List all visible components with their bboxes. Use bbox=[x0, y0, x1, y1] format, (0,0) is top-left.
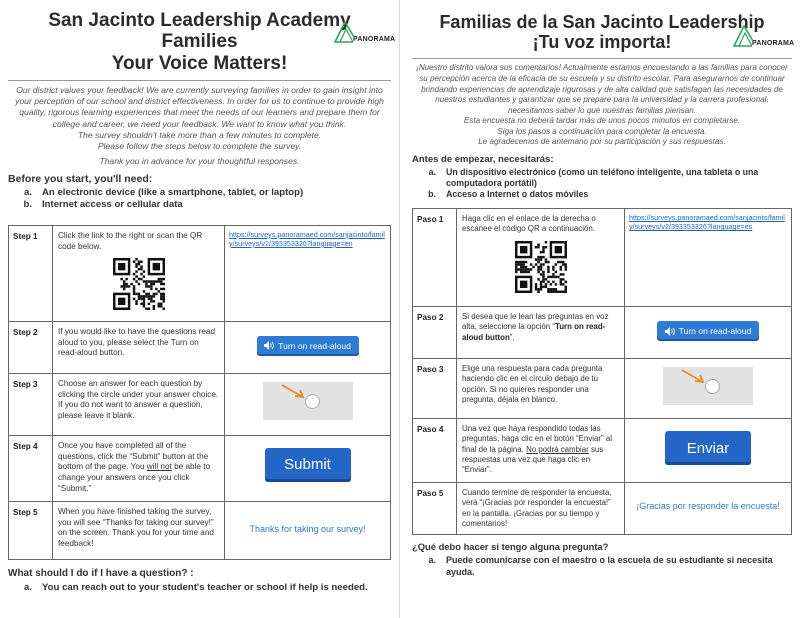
intro-paragraph: Le agradecemos de antemano por su participación y sus respuestas. bbox=[478, 137, 726, 147]
step-instructions bbox=[457, 209, 625, 307]
answer-choice-example bbox=[663, 367, 753, 405]
step-label: Paso 5 bbox=[413, 483, 457, 535]
requirements-list bbox=[412, 167, 792, 200]
step-label: Paso 3 bbox=[413, 359, 457, 419]
page-title bbox=[412, 6, 795, 53]
table-row bbox=[9, 225, 391, 321]
title-line-2: Your Voice Matters! bbox=[111, 52, 288, 74]
question-heading: ¿Qué debo hacer si tengo alguna pregunta? bbox=[412, 541, 609, 553]
step-text: Si desea que le lean las preguntas en voz alta, seleccione la opción “ bbox=[462, 312, 609, 332]
answer-choice-example bbox=[263, 382, 353, 420]
survey-link[interactable]: https://surveys.panoramaed.com/sanjacinto/family/surveys/v2/393353326?language=es bbox=[629, 213, 785, 232]
step-instructions bbox=[457, 307, 625, 359]
requirement-text: Acceso a Internet o datos móviles bbox=[446, 189, 589, 200]
qr-code-icon[interactable] bbox=[515, 241, 567, 293]
list-marker: b. bbox=[23, 198, 32, 210]
step-visual bbox=[625, 483, 792, 535]
page-title bbox=[8, 6, 396, 74]
intro-paragraph: Thank you in advance for your thoughtful responses. bbox=[99, 155, 300, 166]
list-marker: a. bbox=[428, 555, 436, 566]
read-aloud-label: Turn on read-aloud bbox=[678, 326, 752, 337]
table-row bbox=[413, 483, 792, 535]
read-aloud-button[interactable] bbox=[657, 321, 759, 341]
requirements-heading: Antes de empezar, necesitarás: bbox=[412, 154, 554, 166]
step-text: Click the link to the right or scan the QR code below. bbox=[58, 230, 203, 251]
step-text: be able to change your answers once you click “Submit.” bbox=[58, 462, 211, 494]
read-aloud-button[interactable] bbox=[257, 336, 359, 356]
step-label: Paso 1 bbox=[413, 209, 457, 307]
requirement-text: An electronic device (like a smartphone, tablet, or laptop) bbox=[42, 186, 304, 198]
title-line-1: San Jacinto Leadership Academy Families bbox=[48, 10, 351, 53]
table-row bbox=[9, 501, 391, 559]
intro-paragraph: Our district values your feedback! We are currently surveying families in order to gain insight into your perception of our school and district effectiveness. In order for us to continue to provide high quality, rigorous learning experiences that meet the needs of our learners and prepare them for college and career, we need your feedback. We want to know what you think. bbox=[15, 84, 384, 129]
step-visual bbox=[625, 307, 792, 359]
requirement-text: Internet access or cellular data bbox=[42, 198, 183, 210]
logo-text: PANORAMA bbox=[353, 36, 396, 43]
divider bbox=[412, 58, 792, 59]
radio-circle-icon[interactable] bbox=[705, 379, 720, 394]
step-instructions bbox=[53, 225, 225, 321]
qr-code-icon[interactable] bbox=[113, 258, 165, 310]
thanks-message: ¡Gracias por responder la encuesta! bbox=[636, 501, 780, 512]
step-label: Step 5 bbox=[9, 501, 53, 559]
steps-table bbox=[412, 208, 792, 535]
intro-text bbox=[8, 85, 391, 167]
step-text: Haga clic en el enlace de la derecha o escanee el código QR a continuación. bbox=[462, 214, 596, 234]
answer-item bbox=[412, 555, 792, 578]
emphasis-text: will not bbox=[146, 462, 172, 472]
emphasis-text: No podrá cambiar bbox=[526, 444, 589, 454]
step-visual bbox=[625, 419, 792, 483]
divider bbox=[8, 80, 391, 81]
step-visual bbox=[225, 225, 391, 321]
requirement-item bbox=[412, 167, 792, 189]
panorama-logo bbox=[732, 24, 795, 54]
step-text: Once you have completed all of the questions, click the “Submit” button at the bottom of the page. You bbox=[58, 440, 209, 472]
submit-button[interactable]: Enviar bbox=[665, 431, 751, 465]
step-label: Step 3 bbox=[9, 373, 53, 435]
survey-link[interactable]: https://surveys.panoramaed.com/sanjacinto/family/surveys/v2/393353326?language=en bbox=[229, 229, 385, 248]
intro-paragraph: Please follow the steps below to complete the survey. bbox=[97, 141, 302, 152]
step-visual bbox=[225, 373, 391, 435]
arrow-icon bbox=[281, 384, 307, 400]
step-text: Cuando termine de responder la encuesta, verá “¡Gracias por responder la encuesta!” en la pantalla. ¡Gracias por su tiempo y comentarios! bbox=[457, 483, 625, 535]
speaker-icon bbox=[665, 327, 675, 336]
step-text: If you would like to have the questions read aloud to you, please select the Turn on read-aloud button. bbox=[53, 321, 225, 373]
step-text: Choose an answer for each question by clicking the circle under your answer choice. If you do not want to answer a question, please leave it blank. bbox=[53, 373, 225, 435]
arrow-icon bbox=[681, 369, 707, 385]
answer-text: Puede comunicarse con el maestro o la escuela de su estudiante si necesita ayuda. bbox=[446, 555, 773, 577]
step-text: ”. bbox=[509, 332, 515, 342]
requirements-list bbox=[8, 187, 391, 211]
requirement-item bbox=[412, 189, 792, 200]
step-instructions bbox=[53, 435, 225, 501]
table-row bbox=[413, 307, 792, 359]
step-visual bbox=[225, 501, 391, 559]
requirements-heading: Before you start, you'll need: bbox=[8, 172, 153, 185]
intro-paragraph: The survey shouldn't take more than a few minutes to complete. bbox=[77, 129, 322, 140]
step-visual bbox=[225, 435, 391, 501]
panorama-logo bbox=[333, 20, 396, 50]
table-row bbox=[413, 209, 792, 307]
table-row bbox=[9, 373, 391, 435]
step-text: When you have finished taking the survey, you will see “Thanks for taking our survey!” on the screen. Thank you for your time and feedback! bbox=[53, 501, 225, 559]
intro-paragraph: Esta encuesta no deberá tardar más de unos pocos minutos en completarse. bbox=[463, 116, 741, 126]
intro-text bbox=[412, 63, 792, 148]
requirement-text: Un dispositivo electrónico (como un teléfono inteligente, una tableta o una computadora portátil) bbox=[446, 167, 759, 189]
step-visual bbox=[625, 209, 792, 307]
table-row bbox=[413, 419, 792, 483]
list-marker: a. bbox=[428, 167, 436, 178]
table-row bbox=[9, 435, 391, 501]
answer-text: You can reach out to your student's teacher or school if help is needed. bbox=[42, 581, 368, 593]
read-aloud-label: Turn on read-aloud bbox=[278, 340, 351, 351]
requirement-item bbox=[8, 199, 391, 211]
list-marker: a. bbox=[23, 581, 32, 593]
question-heading: What should I do if I have a question? : bbox=[8, 567, 194, 579]
intro-paragraph: Siga los pasos a continuación para completar la encuesta. bbox=[497, 126, 707, 136]
list-marker: b. bbox=[428, 189, 436, 200]
step-label: Step 1 bbox=[9, 225, 53, 321]
step-text: Una vez que haya respondido todas las preguntas, haga clic en el botón “Enviar” al final de la página. bbox=[462, 424, 613, 454]
list-marker: a. bbox=[23, 186, 32, 198]
steps-table bbox=[8, 225, 391, 560]
table-row bbox=[9, 321, 391, 373]
step-visual bbox=[225, 321, 391, 373]
spanish-flyer bbox=[400, 0, 800, 618]
step-text: Elige una respuesta para cada pregunta haciendo clic en el círculo debajo de tu opción. Si no quieres responder una pregunta, déjala en blanco. bbox=[457, 359, 625, 419]
title-line-1: Familias de la San Jacinto Leadership bbox=[439, 12, 765, 32]
emphasis-text: Turn on read-aloud button bbox=[462, 322, 606, 342]
thanks-message: Thanks for taking our survey! bbox=[249, 523, 366, 534]
step-label: Step 2 bbox=[9, 321, 53, 373]
title-line-2: ¡Tu voz importa! bbox=[532, 32, 672, 53]
step-label: Step 4 bbox=[9, 435, 53, 501]
speaker-icon bbox=[264, 341, 274, 350]
logo-text: PANORAMA bbox=[752, 40, 795, 47]
answer-item bbox=[8, 582, 391, 594]
step-text: sus respuestas una vez que haga clic en “Enviar”. bbox=[462, 444, 604, 475]
step-label: Paso 2 bbox=[413, 307, 457, 359]
step-instructions bbox=[457, 419, 625, 483]
requirement-item bbox=[8, 187, 391, 199]
submit-button[interactable]: Submit bbox=[265, 448, 351, 482]
step-label: Paso 4 bbox=[413, 419, 457, 483]
table-row bbox=[413, 359, 792, 419]
radio-circle-icon[interactable] bbox=[305, 394, 320, 409]
step-visual bbox=[625, 359, 792, 419]
intro-paragraph: ¡Nuestro distrito valora sus comentarios! Actualmente estamos encuestando a las familias para conocer su percepción acerca de la eficacia de su escuela y su distrito escolar. Para asegurarnos de continuar brindando experiencias de aprendizaje rigurosas y de alta calidad que satisfagan las necesidades de nuestros estudiantes y garantizar que se prepare para la universidad y la carrera profesional, necesitamos saber lo que nuestras familias piensan. bbox=[416, 63, 788, 115]
